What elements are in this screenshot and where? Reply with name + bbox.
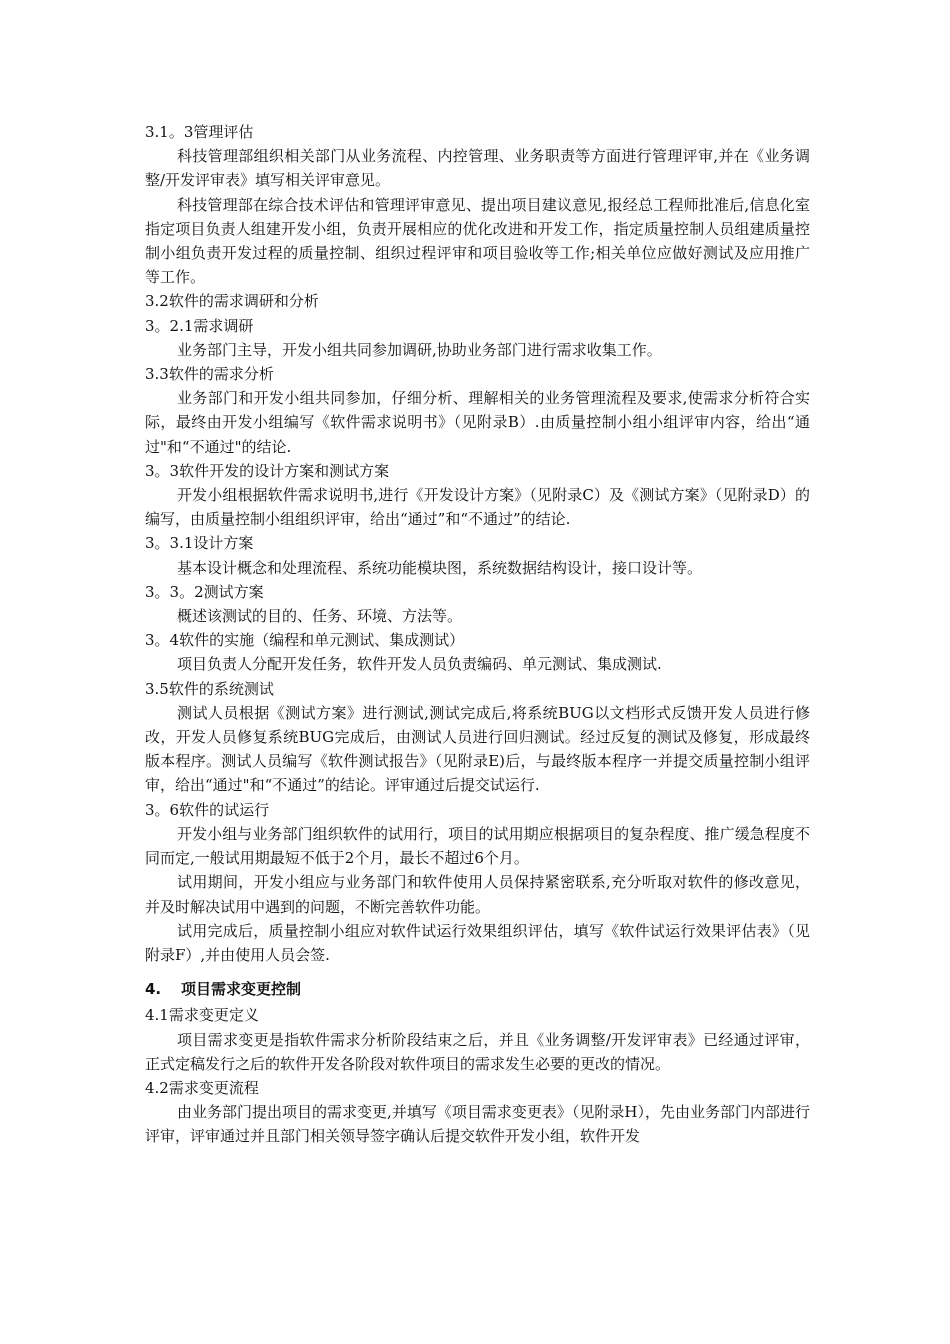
document-page [145,120,810,1149]
heading-3-6: 3。6软件的试运行 [145,800,270,819]
heading-3-2-1: 3。2.1需求调研 [145,316,254,335]
heading-3-3: 3.3软件的需求分析 [145,365,274,384]
paragraph: 业务部门和开发小组共同参加，仔细分析、理解相关的业务管理流程及要求,使需求分析符合实际，最终由开发小组编写《软件需求说明书》（见附录B）.由质量控制小组小组评审内容，给出“通过"和“不通过"的结论. [145,389,810,456]
section-number: 4. [145,980,162,999]
paragraph: 业务部门主导，开发小组共同参加调研,协助业务部门进行需求收集工作。 [177,340,662,359]
heading-3-3-design: 3。3软件开发的设计方案和测试方案 [145,461,390,480]
paragraph: 开发小组与业务部门组织软件的试用行，项目的试用期应根据项目的复杂程度、推广缓急程度不同而定,一般试用期最短不低于2个月，最长不超过6个月。 [145,824,810,868]
heading-4-1: 4.1需求变更定义 [145,1006,259,1025]
paragraph: 项目需求变更是指软件需求分析阶段结束之后，并且《业务调整/开发评审表》已经通过评审，正式定稿发行之后的软件开发各阶段对软件项目的需求发生必要的更改的情况。 [145,1030,810,1073]
paragraph: 由业务部门提出项目的需求变更,并填写《项目需求变更表》（见附录H），先由业务部门内部进行评审，评审通过并且部门相关领导签字确认后提交软件开发小组，软件开发 [145,1103,810,1146]
paragraph: 科技管理部在综合技术评估和管理评审意见、提出项目建议意见,报经总工程师批准后,信息化室指定项目负责人组建开发小组，负责开展相应的优化改进和开发工作，指定质量控制人员组建质量控制小组负责开发过程的质量控制、组织过程评审和项目验收等工作;相关单位应做好测试及应用推广等工作。 [145,195,810,287]
heading-4-2: 4.2需求变更流程 [145,1078,259,1097]
paragraph: 开发小组根据软件需求说明书,进行《开发设计方案》（见附录C）及《测试方案》（见附录D）的编写，由质量控制小组组织评审，给出“通过”和“不通过”的结论. [145,486,810,529]
heading-3-4: 3。4软件的实施（编程和单元测试、集成测试） [145,631,465,650]
paragraph: 基本设计概念和处理流程、系统功能模块图，系统数据结构设计，接口设计等。 [177,558,703,577]
heading-3-1-3: 3.1。3管理评估 [145,123,254,141]
heading-3-5: 3.5软件的系统测试 [145,679,274,698]
paragraph: 试用期间，开发小组应与业务部门和软件使用人员保持紧密联系,充分听取对软件的修改意见，并及时解决试用中遇到的问题，不断完善软件功能。 [145,873,810,916]
heading-3-3-1: 3。3.1设计方案 [145,534,254,553]
heading-3-2: 3.2软件的需求调研和分析 [145,292,319,311]
paragraph: 项目负责人分配开发任务，软件开发人员负责编码、单元测试、集成测试. [177,655,662,674]
section-heading-4 [145,977,810,1001]
paragraph: 测试人员根据《测试方案》进行测试,测试完成后,将系统BUG以文档形式反馈开发人员进行修改，开发人员修复系统BUG完成后，由测试人员进行回归测试。经过反复的测试及修复，形成最终版本程序。测试人员编写《软件测试报告》（见附录E)后，与最终版本程序一并提交质量控制小组评审，给出“通过"和“不通过”的结论。评审通过后提交试运行. [145,703,810,795]
paragraph: 概述该测试的目的、任务、环境、方法等。 [177,607,463,626]
section-title: 项目需求变更控制 [181,980,302,999]
heading-3-3-2: 3。3。2测试方案 [145,582,264,601]
paragraph: 试用完成后，质量控制小组应对软件试运行效果组织评估，填写《软件试运行效果评估表》（见附录F）,并由使用人员会签. [145,921,810,964]
paragraph: 科技管理部组织相关部门从业务流程、内控管理、业务职责等方面进行管理评审,并在《业务调整/开发评审表》填写相关评审意见。 [145,147,810,190]
